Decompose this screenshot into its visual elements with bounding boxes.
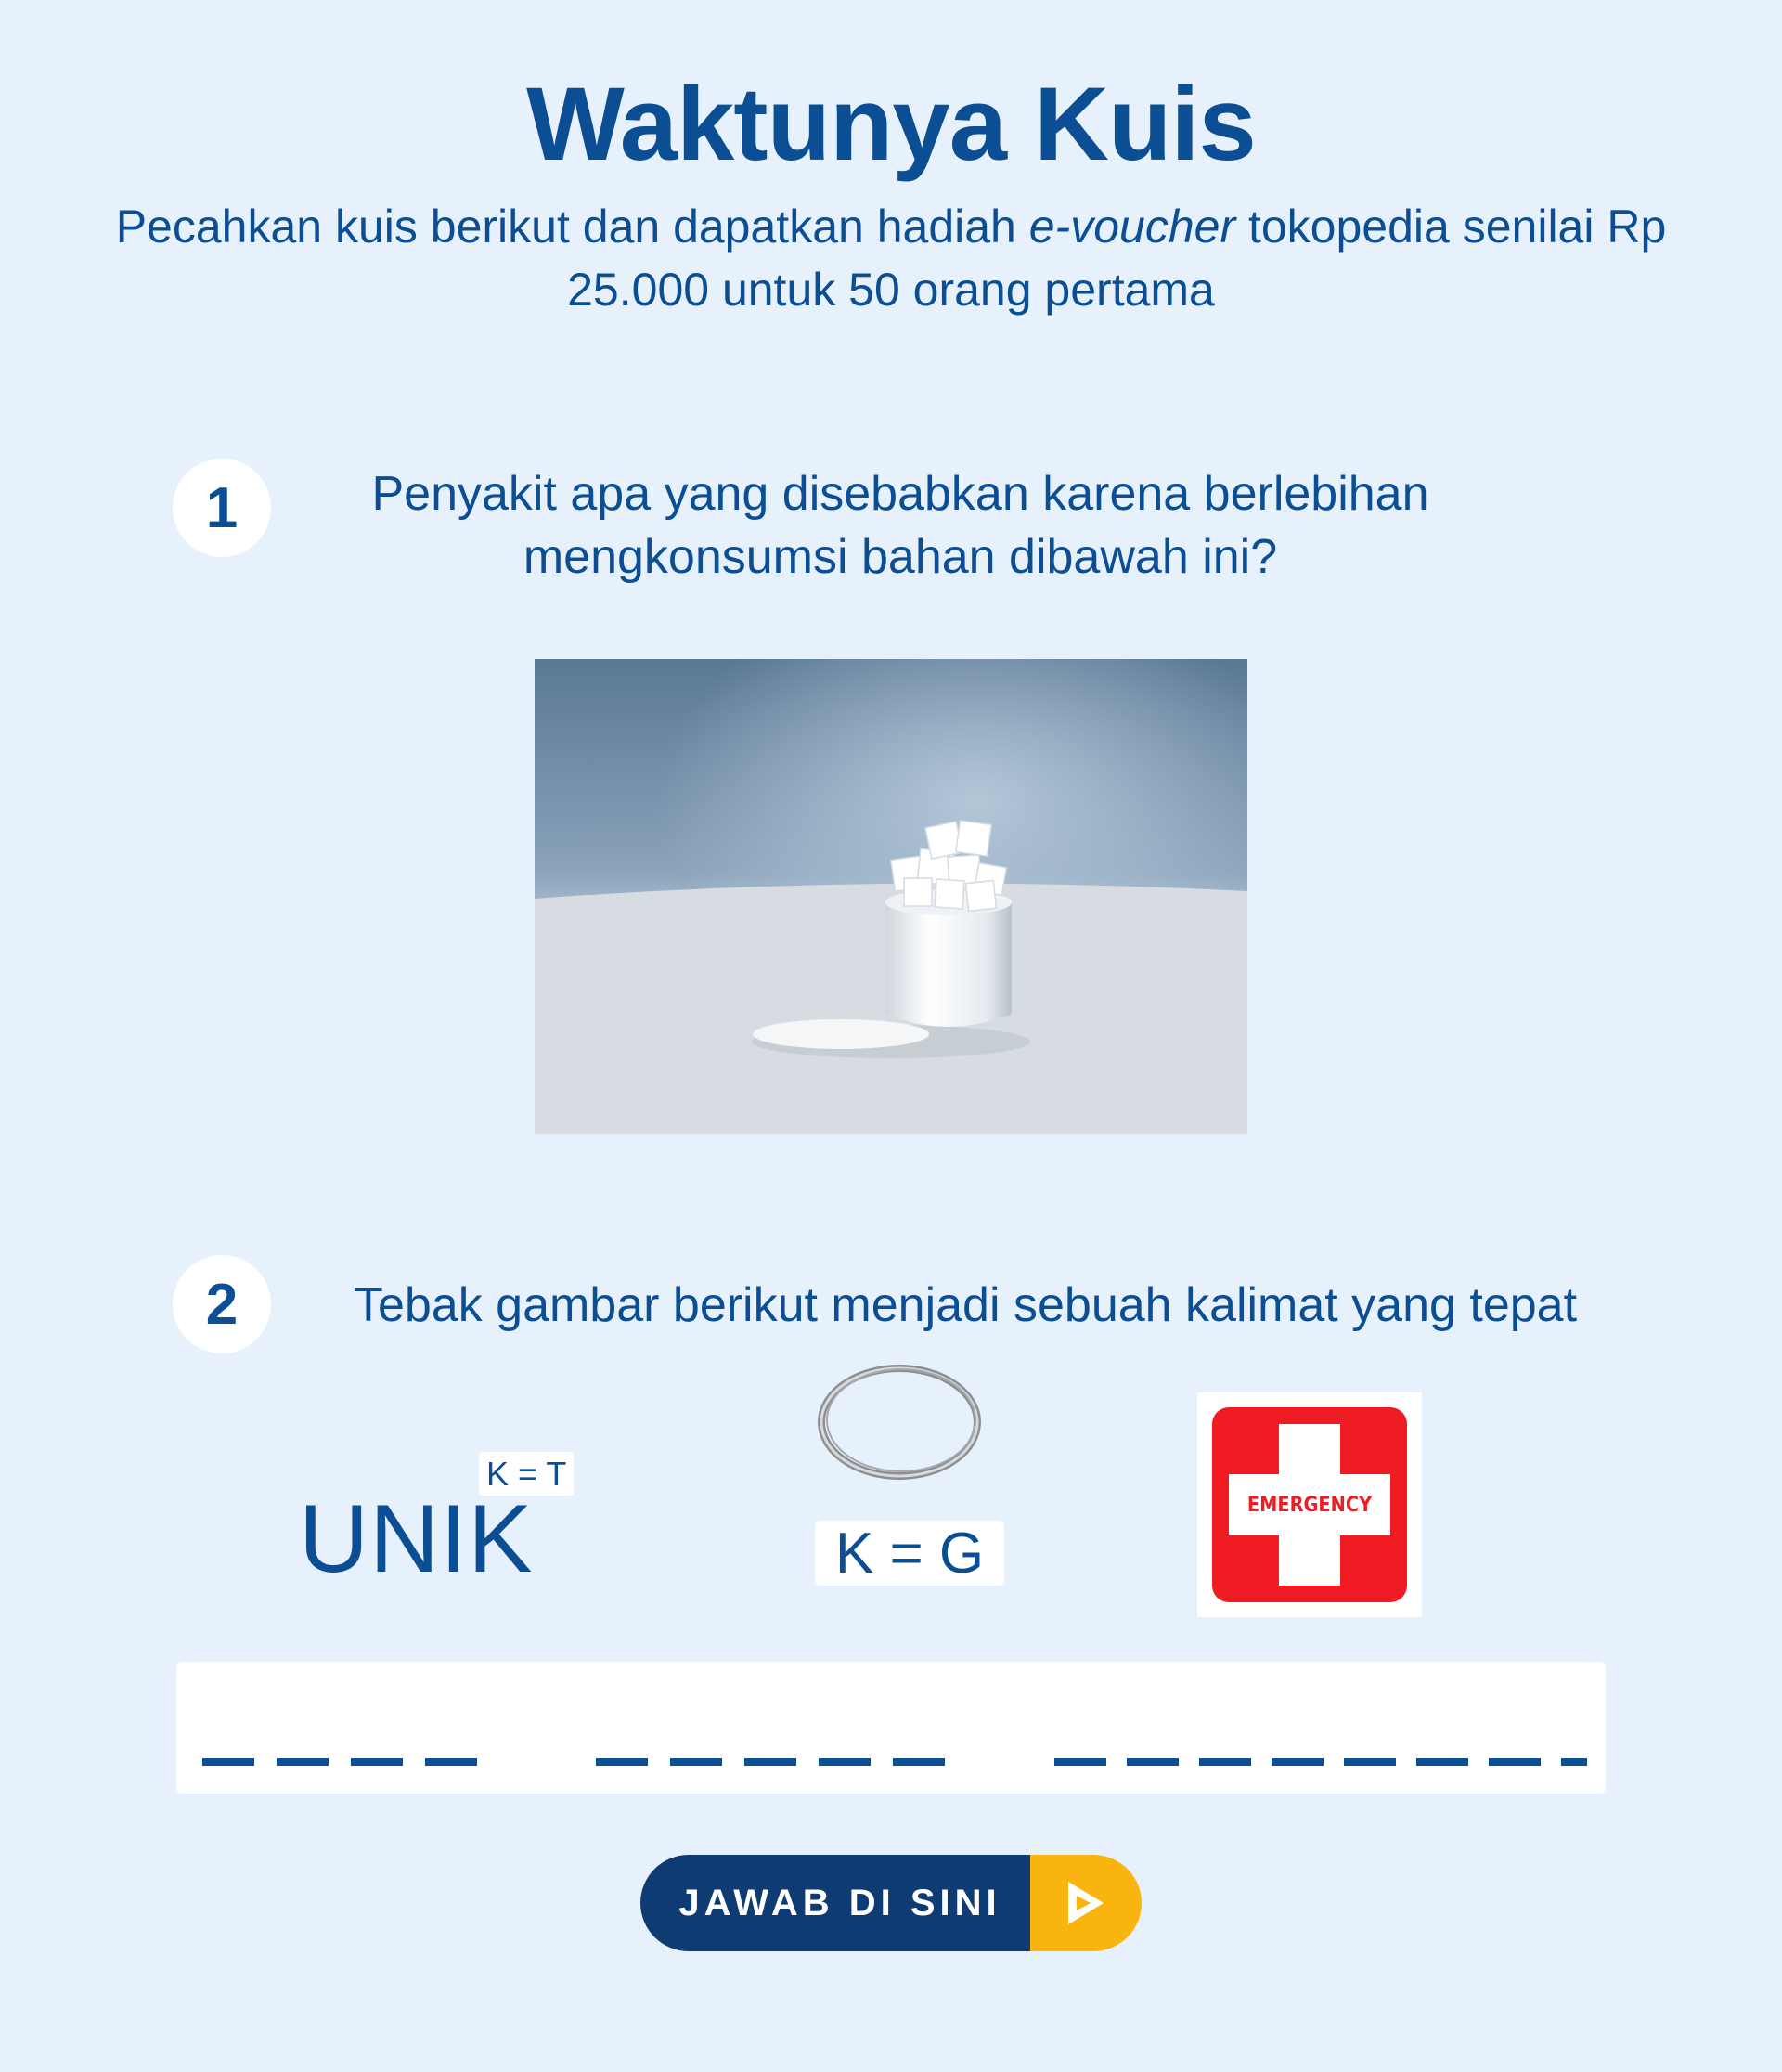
blank-dash <box>1416 1758 1468 1766</box>
subtitle-italic-text: e-voucher <box>1028 201 1236 253</box>
blank-dash <box>744 1758 796 1766</box>
blank-dash <box>1561 1758 1587 1766</box>
blank-dash <box>1199 1758 1251 1766</box>
play-arrow-icon <box>1030 1855 1142 1951</box>
blank-dash <box>202 1758 254 1766</box>
blank-dash <box>277 1758 329 1766</box>
blank-dash <box>1344 1758 1396 1766</box>
blank-dash <box>1127 1758 1179 1766</box>
subtitle-text-part2: tokopedia senilai Rp 25.000 untuk 50 orang pertama <box>567 201 1667 316</box>
question-2-number-badge: 2 <box>173 1255 271 1353</box>
blank-dash <box>1489 1758 1541 1766</box>
question-1-number-badge: 1 <box>173 459 271 557</box>
emergency-sign-background <box>1212 1407 1407 1602</box>
blank-dash <box>670 1758 722 1766</box>
blank-dash <box>351 1758 403 1766</box>
subtitle-text-part1: Pecahkan kuis berikut dan dapatkan hadiah <box>115 201 1029 253</box>
page-subtitle <box>74 195 1708 321</box>
sugar-cubes-photo <box>535 659 1247 1134</box>
blank-dash <box>1054 1758 1106 1766</box>
answer-blanks-box <box>176 1662 1606 1794</box>
blank-dash <box>893 1758 945 1766</box>
wire-ring-icon <box>813 1361 986 1483</box>
page-title: Waktunya Kuis <box>526 66 1256 182</box>
blank-dash <box>596 1758 648 1766</box>
answer-here-button-label: JAWAB DI SINI <box>640 1855 1030 1951</box>
question-1-text: Penyakit apa yang disebabkan karena berlebihan mengkonsumsi bahan dibawah ini? <box>371 467 1429 584</box>
question-2-text: Tebak gambar berikut menjadi sebuah kalimat yang tepat <box>353 1278 1578 1332</box>
clue-1-letter-rule: K = T <box>479 1452 574 1496</box>
clue-2-letter-rule: K = G <box>815 1521 1004 1586</box>
blank-dash <box>425 1758 477 1766</box>
answer-here-button[interactable] <box>640 1855 1142 1951</box>
clue-1-word: UNIK <box>299 1485 534 1593</box>
emergency-sign-icon <box>1197 1392 1422 1617</box>
blank-dash <box>819 1758 871 1766</box>
blank-dash <box>1272 1758 1324 1766</box>
emergency-sign-label: EMERGENCY <box>1246 1493 1373 1517</box>
